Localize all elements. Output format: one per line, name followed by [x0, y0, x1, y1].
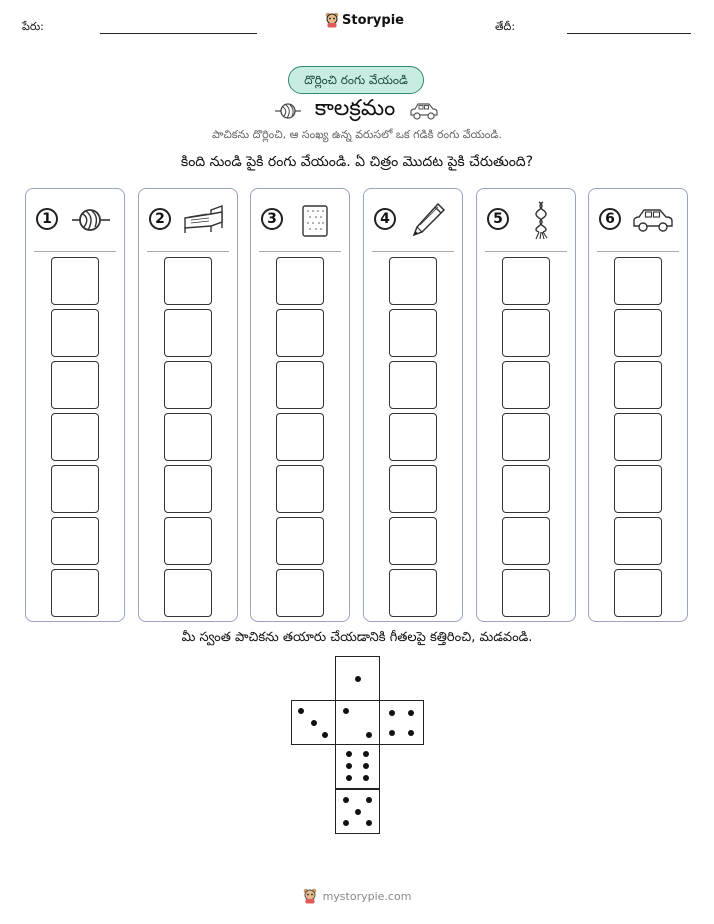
color-box[interactable]: [502, 465, 550, 513]
color-box[interactable]: [51, 413, 99, 461]
pip: [346, 775, 352, 781]
color-box[interactable]: [614, 569, 662, 617]
column-header: [364, 189, 462, 249]
pip: [311, 720, 317, 726]
pip: [355, 676, 361, 682]
pip: [408, 730, 414, 736]
color-box[interactable]: [502, 309, 550, 357]
cut-instruction: మీ స్వంత పాచికను తయారు చేయడానికి గీతలపై కత్తిరించి, మడవండి.: [181, 630, 533, 645]
pip: [343, 708, 349, 714]
brand-name: Storypie: [342, 12, 404, 28]
dice-face-1: [335, 656, 380, 701]
dice-face-3: [291, 700, 336, 745]
color-box[interactable]: [614, 465, 662, 513]
color-box[interactable]: [51, 361, 99, 409]
car-icon: [409, 101, 439, 121]
color-box[interactable]: [51, 309, 99, 357]
bear-icon: [303, 888, 317, 904]
column-header: [26, 189, 124, 249]
color-box[interactable]: [276, 517, 324, 565]
color-box[interactable]: [502, 257, 550, 305]
color-box[interactable]: [51, 569, 99, 617]
color-box[interactable]: [389, 569, 437, 617]
date-line[interactable]: [567, 33, 691, 34]
color-box[interactable]: [276, 465, 324, 513]
color-box[interactable]: [276, 257, 324, 305]
color-box[interactable]: [389, 257, 437, 305]
column-divider: [372, 251, 454, 252]
column-number: 1: [36, 208, 58, 230]
pip: [366, 732, 372, 738]
color-box[interactable]: [51, 517, 99, 565]
color-box[interactable]: [164, 309, 212, 357]
column-divider: [485, 251, 567, 252]
color-box[interactable]: [389, 517, 437, 565]
column-5: [476, 188, 576, 622]
ball-of-yarn-icon: [275, 101, 301, 121]
dice-face-5: [335, 789, 380, 834]
activity-badge: దొర్లించి రంగు వేయండి: [288, 66, 424, 94]
page-title: కాలక్రమం: [314, 96, 396, 121]
column-header: [251, 189, 349, 249]
color-box[interactable]: [164, 361, 212, 409]
color-box[interactable]: [389, 413, 437, 461]
pip: [343, 820, 349, 826]
color-box[interactable]: [164, 517, 212, 565]
pip: [346, 751, 352, 757]
pip: [366, 820, 372, 826]
dice-face-6: [335, 744, 380, 789]
footer: [0, 888, 714, 904]
pip: [389, 730, 395, 736]
column-divider: [147, 251, 229, 252]
pip: [408, 710, 414, 716]
color-box[interactable]: [614, 413, 662, 461]
column-header: [139, 189, 237, 249]
dice-face-2: [335, 700, 380, 745]
column-header: [589, 189, 687, 249]
column-number: 2: [149, 208, 171, 230]
name-label: పేరు:: [22, 20, 44, 33]
column-number: 5: [487, 208, 509, 230]
column-6: [588, 188, 688, 622]
color-box[interactable]: [389, 361, 437, 409]
pip: [322, 732, 328, 738]
cracker-icon: [293, 200, 337, 240]
ball-of-yarn-icon: [68, 200, 112, 240]
date-label: తేదీ:: [495, 20, 516, 33]
column-number: 6: [599, 208, 621, 230]
color-box[interactable]: [389, 309, 437, 357]
bear-icon: [325, 12, 339, 28]
pip: [298, 708, 304, 714]
color-box[interactable]: [614, 517, 662, 565]
color-box[interactable]: [502, 569, 550, 617]
column-divider: [34, 251, 116, 252]
color-box[interactable]: [276, 569, 324, 617]
pip: [363, 751, 369, 757]
pencil-icon: [406, 200, 450, 240]
title-row: [0, 96, 714, 126]
name-line[interactable]: [100, 33, 257, 34]
color-box[interactable]: [164, 257, 212, 305]
instruction: కింది నుండి పైకి రంగు వేయండి. ఏ చిత్రం మొదట పైకి చేరుతుంది?: [180, 154, 534, 170]
color-box[interactable]: [276, 361, 324, 409]
pip: [363, 763, 369, 769]
column-divider: [597, 251, 679, 252]
pip: [389, 710, 395, 716]
color-box[interactable]: [502, 517, 550, 565]
column-1: [25, 188, 125, 622]
color-box[interactable]: [502, 413, 550, 461]
pip: [346, 763, 352, 769]
column-2: [138, 188, 238, 622]
pip: [366, 797, 372, 803]
color-box[interactable]: [164, 569, 212, 617]
bed-icon: [181, 200, 225, 240]
footer-url[interactable]: mystorypie.com: [322, 889, 412, 903]
color-box[interactable]: [164, 413, 212, 461]
pip: [343, 797, 349, 803]
color-box[interactable]: [164, 465, 212, 513]
color-box[interactable]: [51, 257, 99, 305]
color-box[interactable]: [614, 309, 662, 357]
pip: [363, 775, 369, 781]
color-box[interactable]: [614, 257, 662, 305]
column-divider: [259, 251, 341, 252]
color-box[interactable]: [389, 465, 437, 513]
column-4: [363, 188, 463, 622]
color-box[interactable]: [614, 361, 662, 409]
pip: [355, 809, 361, 815]
dice-face-4: [379, 700, 424, 745]
subtitle: పాచికను దొర్లించి, ఆ సంఖ్య ఉన్న వరుసలో ఒక గడికి రంగు వేయండి.: [212, 128, 502, 141]
column-header: [477, 189, 575, 249]
brand-logo: [325, 12, 404, 28]
column-3: [250, 188, 350, 622]
color-box[interactable]: [276, 413, 324, 461]
column-number: 4: [374, 208, 396, 230]
car-icon: [631, 200, 675, 240]
column-number: 3: [261, 208, 283, 230]
braid-icon: [519, 200, 563, 240]
color-box[interactable]: [276, 309, 324, 357]
color-box[interactable]: [502, 361, 550, 409]
color-box[interactable]: [51, 465, 99, 513]
